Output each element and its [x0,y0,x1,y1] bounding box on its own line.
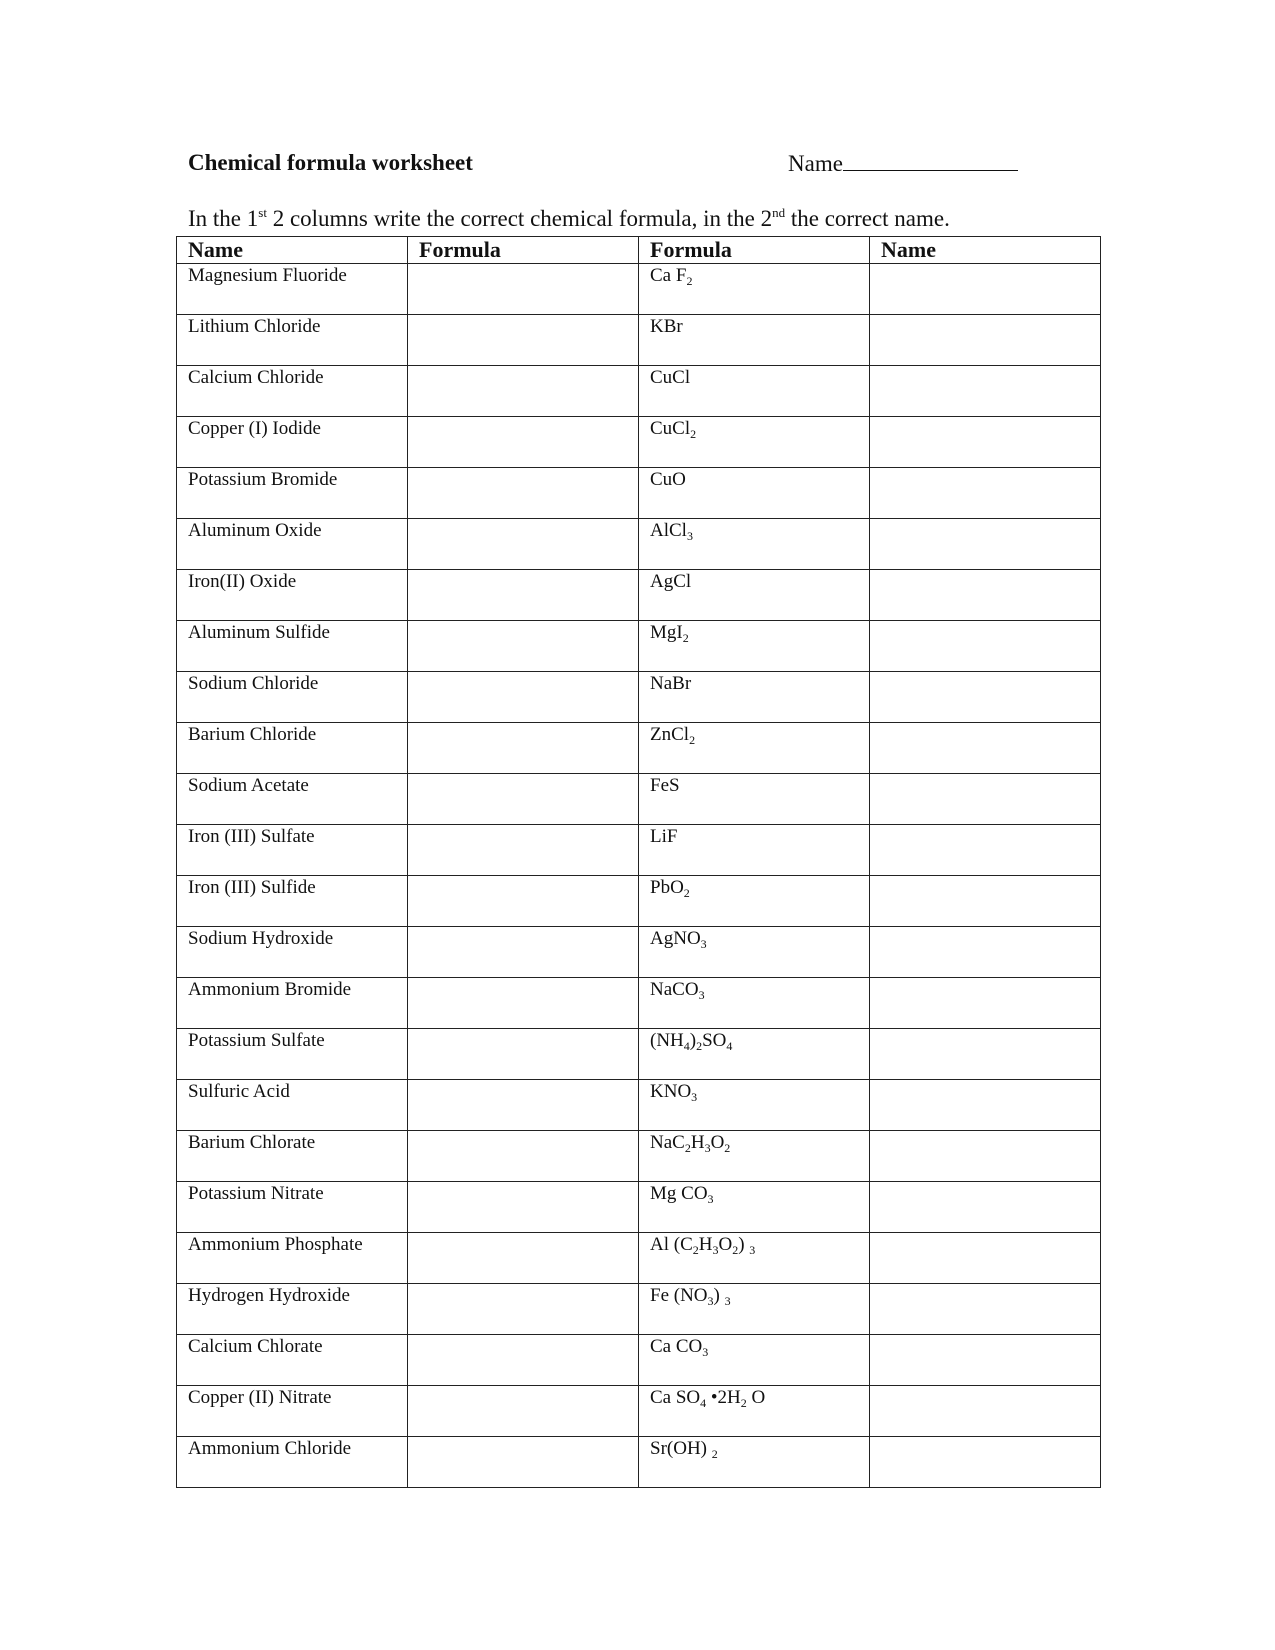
given-formula-cell: $(NH_4)_2SO_4$ [639,1029,870,1080]
given-name-cell: Sodium Acetate [177,774,408,825]
given-formula-cell: FeS [639,774,870,825]
given-name-cell: Iron (III) Sulfide [177,876,408,927]
formula-answer-cell[interactable] [408,315,639,366]
table-row [177,264,1101,315]
table-row [177,621,1101,672]
formula-answer-cell[interactable] [408,519,639,570]
name-answer-cell[interactable] [870,774,1101,825]
given-formula-cell: CuO [639,468,870,519]
name-answer-cell[interactable] [870,621,1101,672]
table-row [177,978,1101,1029]
formula-answer-cell[interactable] [408,1233,639,1284]
given-name-cell: Sulfuric Acid [177,1080,408,1131]
instructions-sup-1: st [258,205,267,220]
given-formula-cell: Ca $CO_3$ [639,1335,870,1386]
formula-subscript: 3 [686,529,693,543]
formula-subscript: 2 [689,733,696,747]
given-name-cell: Ammonium Chloride [177,1437,408,1488]
formula-subscript: 3 [702,1345,709,1359]
table-row [177,417,1101,468]
table-row [177,1233,1101,1284]
given-name-cell: Calcium Chlorate [177,1335,408,1386]
table-row [177,774,1101,825]
formula-subscript: 2 [690,427,697,441]
name-answer-cell[interactable] [870,315,1101,366]
name-answer-cell[interactable] [870,1080,1101,1131]
formula-subscript: 2 [683,886,690,900]
name-answer-cell[interactable] [870,723,1101,774]
name-answer-cell[interactable] [870,825,1101,876]
formula-answer-cell[interactable] [408,825,639,876]
header-formula-2: Formula [639,237,870,264]
formula-answer-cell[interactable] [408,1386,639,1437]
given-formula-cell: Mg $CO_3$ [639,1182,870,1233]
table-header-row [177,237,1101,264]
name-answer-cell[interactable] [870,672,1101,723]
formula-subscript: 3 [724,1294,731,1308]
header-name-1: Name [177,237,408,264]
name-answer-cell[interactable] [870,366,1101,417]
given-formula-cell: Al $(C_2H_3O_2)$ $_3$ [639,1233,870,1284]
formula-answer-cell[interactable] [408,774,639,825]
instructions [188,206,950,232]
given-name-cell: Potassium Nitrate [177,1182,408,1233]
student-name-field [788,150,1018,177]
formula-answer-cell[interactable] [408,621,639,672]
formula-answer-cell[interactable] [408,1182,639,1233]
formula-subscript: 3 [749,1243,756,1257]
given-name-cell: Barium Chloride [177,723,408,774]
given-formula-cell: Fe $(NO_3)$ $_3$ [639,1284,870,1335]
table-row [177,723,1101,774]
formula-answer-cell[interactable] [408,417,639,468]
given-name-cell: Lithium Chloride [177,315,408,366]
given-name-cell: Calcium Chloride [177,366,408,417]
given-name-cell: Iron (III) Sulfate [177,825,408,876]
name-answer-cell[interactable] [870,978,1101,1029]
name-answer-cell[interactable] [870,876,1101,927]
name-answer-cell[interactable] [870,1029,1101,1080]
table-row [177,1437,1101,1488]
formula-subscript: 3 [691,1090,698,1104]
table-row [177,315,1101,366]
given-formula-cell: $NaC_2H_3O_2$ [639,1131,870,1182]
given-name-cell: Hydrogen Hydroxide [177,1284,408,1335]
name-answer-cell[interactable] [870,417,1101,468]
given-formula-cell: PbO$_2$ [639,876,870,927]
formula-subscript: 3 [700,937,707,951]
table-body [177,264,1101,1488]
given-name-cell: Barium Chlorate [177,1131,408,1182]
formula-subscript: 4 [700,1396,707,1410]
given-formula-cell: AlCl$_3$ [639,519,870,570]
given-name-cell: Sodium Hydroxide [177,927,408,978]
name-answer-cell[interactable] [870,1131,1101,1182]
header-formula-1: Formula [408,237,639,264]
formula-answer-cell[interactable] [408,366,639,417]
table-row [177,1080,1101,1131]
formula-subscript: 3 [698,988,705,1002]
name-answer-cell[interactable] [870,570,1101,621]
given-formula-cell: CuCl [639,366,870,417]
formula-answer-cell[interactable] [408,672,639,723]
formula-answer-cell[interactable] [408,1284,639,1335]
formula-subscript: 3 [704,1141,711,1155]
given-formula-cell: Ca $SO_4$ $•2H_2$ O [639,1386,870,1437]
name-label: Name [788,151,843,176]
given-name-cell: Copper (II) Nitrate [177,1386,408,1437]
formula-subscript: 2 [686,274,693,288]
formula-subscript: 3 [707,1192,714,1206]
name-answer-cell[interactable] [870,264,1101,315]
formula-answer-cell[interactable] [408,1437,639,1488]
given-name-cell: Copper (I) Iodide [177,417,408,468]
table-row [177,1386,1101,1437]
formula-subscript: 4 [683,1039,690,1053]
formula-answer-cell[interactable] [408,570,639,621]
name-answer-cell[interactable] [870,1284,1101,1335]
formula-answer-cell[interactable] [408,1080,639,1131]
worksheet-title: Chemical formula worksheet [188,150,473,175]
formula-subscript: 2 [711,1447,718,1461]
name-answer-cell[interactable] [870,468,1101,519]
given-name-cell: Potassium Sulfate [177,1029,408,1080]
name-blank-line[interactable] [843,150,1018,171]
given-name-cell: Aluminum Oxide [177,519,408,570]
table-row [177,366,1101,417]
table-row [177,1182,1101,1233]
given-name-cell: Ammonium Bromide [177,978,408,1029]
table-row [177,1335,1101,1386]
given-formula-cell: Sr(OH) $_2$ [639,1437,870,1488]
instructions-sup-2: nd [772,205,786,220]
given-formula-cell: LiF [639,825,870,876]
formula-subscript: 2 [724,1141,731,1155]
formula-answer-cell[interactable] [408,927,639,978]
formula-subscript: 2 [696,1039,703,1053]
table-row [177,519,1101,570]
name-answer-cell[interactable] [870,1386,1101,1437]
formula-answer-cell[interactable] [408,1131,639,1182]
given-name-cell: Ammonium Phosphate [177,1233,408,1284]
table-row [177,1029,1101,1080]
table-row [177,876,1101,927]
formula-answer-cell[interactable] [408,1335,639,1386]
given-formula-cell: ZnCl$_2$ [639,723,870,774]
given-formula-cell: CuCl$_2$ [639,417,870,468]
given-formula-cell: AgNO$_3$ [639,927,870,978]
given-name-cell: Potassium Bromide [177,468,408,519]
instructions-part-3: the correct name. [785,206,950,231]
formula-subscript: 3 [712,1243,719,1257]
formula-subscript: 2 [692,1243,699,1257]
formula-subscript: 3 [707,1294,714,1308]
formula-subscript: 4 [726,1039,733,1053]
given-name-cell: Magnesium Fluoride [177,264,408,315]
table-row [177,468,1101,519]
given-name-cell: Iron(II) Oxide [177,570,408,621]
formula-table [176,236,1101,1488]
name-answer-cell[interactable] [870,927,1101,978]
formula-subscript: 2 [684,1141,691,1155]
given-formula-cell: Ca $F_2$ [639,264,870,315]
given-formula-cell: KBr [639,315,870,366]
name-answer-cell[interactable] [870,1335,1101,1386]
given-formula-cell: $KNO_3$ [639,1080,870,1131]
formula-subscript: 2 [682,631,689,645]
table-row [177,570,1101,621]
formula-answer-cell[interactable] [408,264,639,315]
table-row [177,1131,1101,1182]
given-formula-cell: NaCO$_3$ [639,978,870,1029]
given-name-cell: Sodium Chloride [177,672,408,723]
table-row [177,1284,1101,1335]
instructions-part-1: In the 1 [188,206,259,231]
name-answer-cell[interactable] [870,1437,1101,1488]
formula-answer-cell[interactable] [408,978,639,1029]
given-formula-cell: NaBr [639,672,870,723]
formula-answer-cell[interactable] [408,468,639,519]
formula-subscript: 2 [740,1396,747,1410]
given-formula-cell: MgI$_2$ [639,621,870,672]
table-row [177,825,1101,876]
name-answer-cell[interactable] [870,1182,1101,1233]
table-row [177,672,1101,723]
table-row [177,927,1101,978]
given-formula-cell: AgCl [639,570,870,621]
name-answer-cell[interactable] [870,519,1101,570]
name-answer-cell[interactable] [870,1233,1101,1284]
instructions-part-2: 2 columns write the correct chemical formula, in the 2 [266,206,773,231]
formula-answer-cell[interactable] [408,876,639,927]
formula-subscript: 2 [732,1243,739,1257]
header-name-2: Name [870,237,1101,264]
given-name-cell: Aluminum Sulfide [177,621,408,672]
formula-answer-cell[interactable] [408,723,639,774]
formula-answer-cell[interactable] [408,1029,639,1080]
